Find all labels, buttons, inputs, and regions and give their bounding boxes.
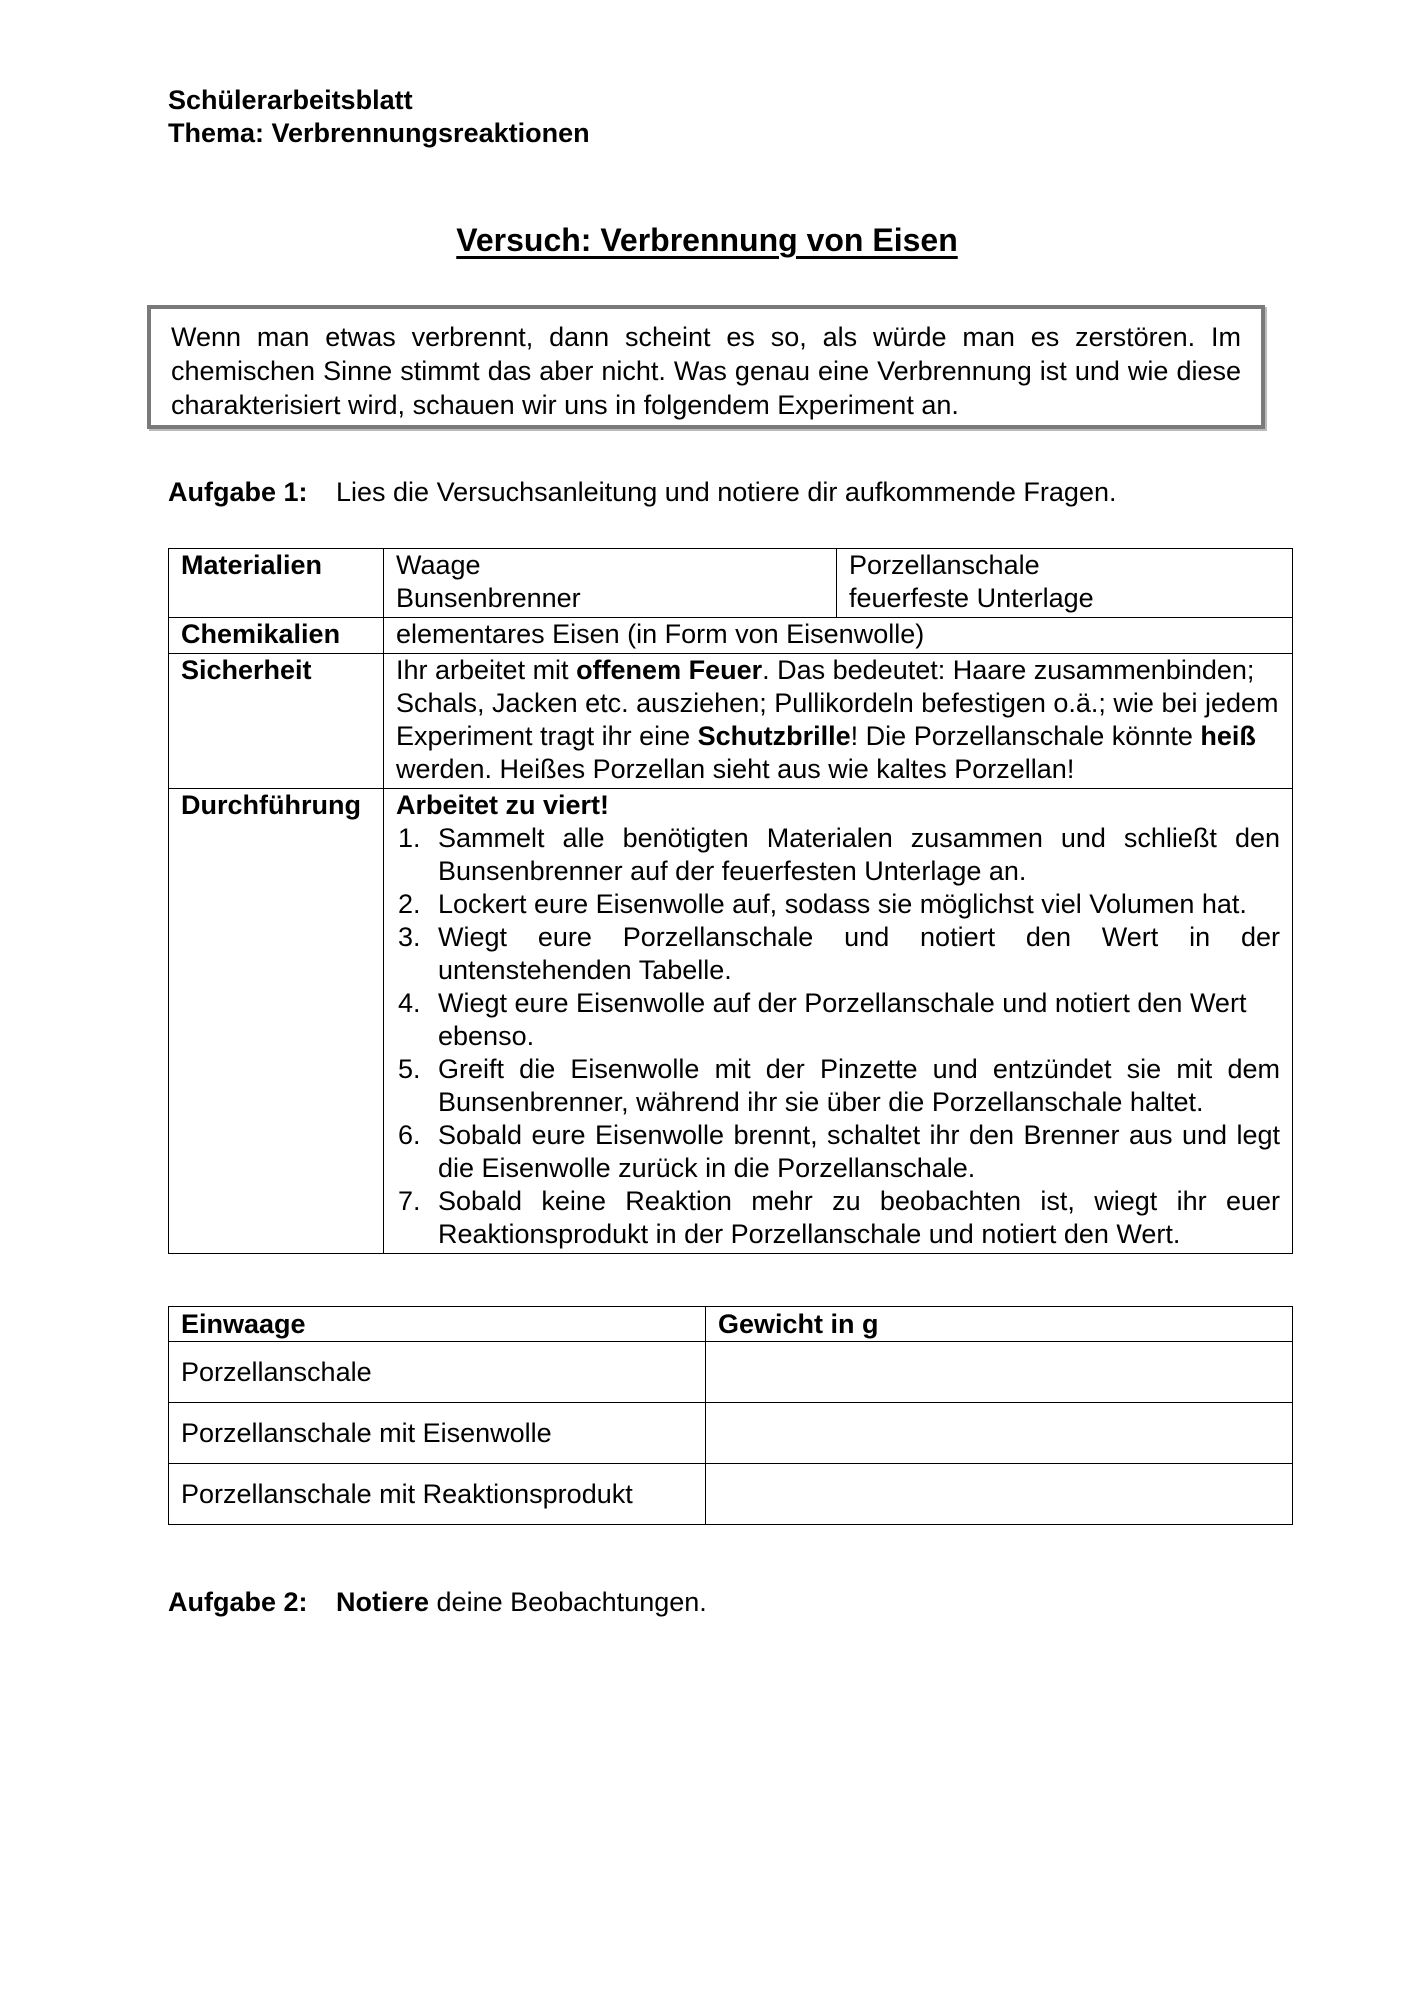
chemicals-row	[169, 618, 1293, 654]
materials-label: Materialien	[169, 549, 384, 618]
materials-row	[169, 549, 1293, 618]
procedure-step: 6. Sobald eure Eisenwolle brennt, schaltet ihr den Brenner aus und legt die Eisenwolle zurück in die Porzellanschale.	[428, 1119, 1280, 1185]
header-line-2: Thema: Verbrennungsreaktionen	[168, 118, 590, 148]
safety-text-part: . Das bedeutet: Haare zusammenbinden; Schals, Jacken etc. ausziehen; Pullikordeln befestigen o.ä.; wie bei jedem Experiment tragt ihr eine	[396, 655, 1279, 751]
weights-header-gewicht: Gewicht in g	[706, 1307, 1293, 1342]
weight-entry-cell[interactable]	[706, 1403, 1293, 1464]
weights-header-einwaage: Einwaage	[169, 1307, 706, 1342]
procedure-heading: Arbeitet zu viert!	[396, 790, 610, 820]
safety-row	[169, 654, 1293, 789]
task-2	[168, 1586, 707, 1619]
procedure-row	[169, 789, 1293, 1254]
weight-entry-cell[interactable]	[706, 1342, 1293, 1403]
task-2-emphasis: Notiere	[336, 1587, 430, 1617]
task-2-text: deine Beobachtungen.	[429, 1587, 707, 1617]
procedure-step: 3. Wiegt eure Porzellanschale und notiert den Wert in der untenstehenden Tabelle.	[428, 921, 1280, 987]
procedure-step: 1. Sammelt alle benötigten Materialen zusammen und schließt den Bunsenbrenner auf der feuerfesten Unterlage an.	[428, 822, 1280, 888]
weights-header-row	[169, 1307, 1293, 1342]
procedure-label: Durchführung	[169, 789, 384, 1254]
table-row	[169, 1342, 1293, 1403]
weights-row-label: Porzellanschale mit Eisenwolle	[169, 1403, 706, 1464]
procedure-step: 7. Sobald keine Reaktion mehr zu beobachten ist, wiegt ihr euer Reaktionsprodukt in der Porzellanschale und notiert den Wert.	[428, 1185, 1280, 1251]
procedure-step: 4. Wiegt eure Eisenwolle auf der Porzellanschale und notiert den Wert ebenso.	[428, 987, 1280, 1053]
header-line-1: Schülerarbeitsblatt	[168, 85, 413, 115]
material-item: Bunsenbrenner	[396, 583, 581, 613]
safety-label: Sicherheit	[169, 654, 384, 789]
procedure-steps	[396, 822, 1280, 1251]
weights-row-label: Porzellanschale	[169, 1342, 706, 1403]
safety-text	[384, 654, 1293, 789]
material-item: Porzellanschale	[849, 550, 1040, 580]
worksheet-header	[168, 84, 590, 150]
weight-entry-cell[interactable]	[706, 1464, 1293, 1525]
procedure-step: 5. Greift die Eisenwolle mit der Pinzette und entzündet sie mit dem Bunsenbrenner, während ihr sie über die Porzellanschale haltet.	[428, 1053, 1280, 1119]
table-row	[169, 1403, 1293, 1464]
table-row	[169, 1464, 1293, 1525]
task-1-text: Lies die Versuchsanleitung und notiere dir aufkommende Fragen.	[336, 477, 1117, 507]
task-1-label: Aufgabe 1:	[168, 477, 308, 507]
safety-emphasis: Schutzbrille	[697, 721, 851, 751]
instruction-table	[168, 548, 1293, 1254]
procedure-step: 2. Lockert eure Eisenwolle auf, sodass sie möglichst viel Volumen hat.	[428, 888, 1280, 921]
material-item: Waage	[396, 550, 481, 580]
safety-emphasis: heiß	[1200, 721, 1256, 751]
weights-table	[168, 1306, 1293, 1525]
task-2-label: Aufgabe 2:	[168, 1587, 308, 1617]
procedure-content	[384, 789, 1293, 1254]
materials-col-1	[384, 549, 837, 618]
safety-text-part: werden. Heißes Porzellan sieht aus wie kaltes Porzellan!	[396, 754, 1075, 784]
safety-text-part: ! Die Porzellanschale könnte	[850, 721, 1201, 751]
task-1	[168, 476, 1116, 509]
page-title: Versuch: Verbrennung von Eisen	[456, 222, 958, 258]
safety-emphasis: offenem Feuer	[576, 655, 763, 685]
material-item: feuerfeste Unterlage	[849, 583, 1094, 613]
safety-text-part: Ihr arbeitet mit	[396, 655, 577, 685]
chemicals-text: elementares Eisen (in Form von Eisenwolle)	[384, 618, 1293, 654]
intro-box: Wenn man etwas verbrennt, dann scheint es so, als würde man es zerstören. Im chemischen Sinne stimmt das aber nicht. Was genau eine Verbrennung ist und wie diese charakterisiert wird, schauen wir uns in folgendem Experiment an.	[147, 305, 1265, 429]
weights-row-label: Porzellanschale mit Reaktionsprodukt	[169, 1464, 706, 1525]
chemicals-label: Chemikalien	[169, 618, 384, 654]
materials-col-2	[837, 549, 1293, 618]
